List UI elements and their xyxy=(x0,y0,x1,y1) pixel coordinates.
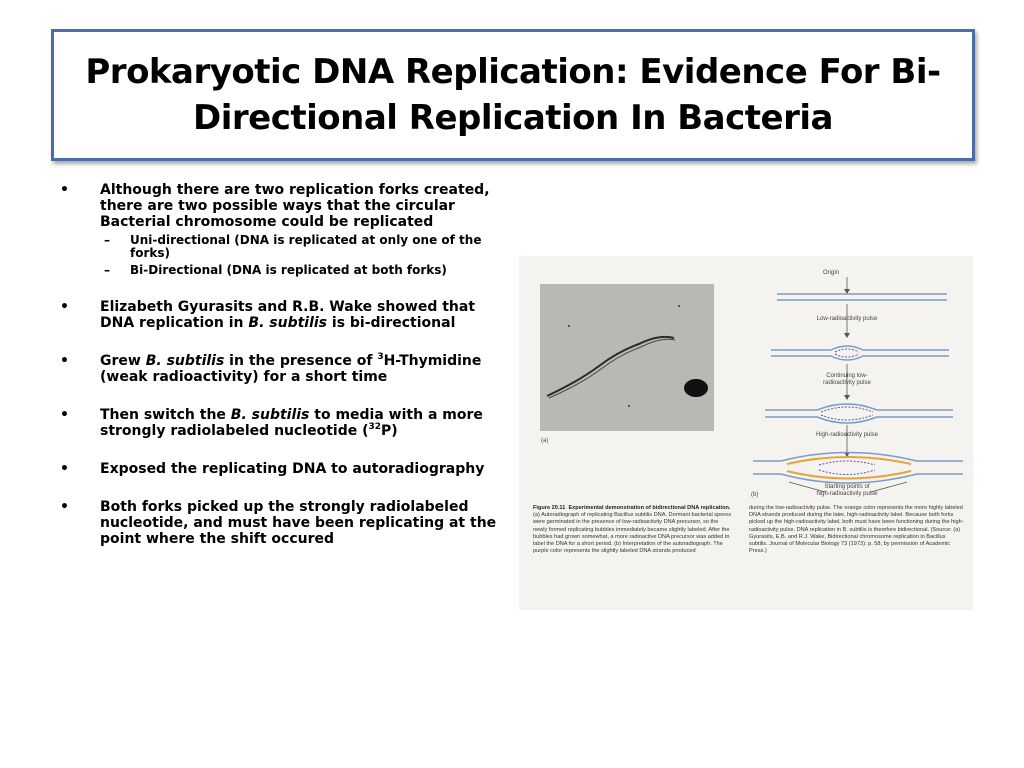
replication-figure xyxy=(519,256,973,610)
species-name: B. subtilis xyxy=(230,407,310,423)
bullet-text: Grew xyxy=(100,353,146,369)
isotope-superscript: 32 xyxy=(368,422,382,432)
caption-left xyxy=(533,505,733,555)
bullet-text: in the presence of xyxy=(224,353,378,369)
sub-bullet-item: – Uni-directional (DNA is replicated at only one of the forks) xyxy=(104,234,500,260)
low-pulse-label: Low-radioactivity pulse xyxy=(816,316,878,322)
bullet-text: Although there are two replication forks created, there are two possible ways that the circular Bacterial chromosome could be replicated xyxy=(100,182,490,230)
bubble-strand-bottom xyxy=(771,356,949,360)
bullet-text: Both forks picked up the strongly radiolabeled nucleotide, and must have been replicating at the point where the shift occured xyxy=(100,499,497,547)
caption-heading: Figure 20.11 xyxy=(533,505,566,511)
bullet-item xyxy=(60,299,500,331)
bubble-strand-top xyxy=(771,346,949,350)
grain-dot xyxy=(568,325,570,327)
bullet-text: Elizabeth Gyurasits and R.B. Wake showed that DNA replication in xyxy=(100,299,476,331)
caption-title: Experimental demonstration of bidirectional DNA replication. xyxy=(568,505,731,511)
high-label-strand xyxy=(787,471,911,479)
grain-dot xyxy=(628,405,630,407)
low-label-strand xyxy=(821,415,873,420)
origin-label: Origin xyxy=(822,270,840,276)
high-pulse-label: High-radioactivity pulse xyxy=(815,432,879,438)
bullet-item xyxy=(60,407,500,439)
low-label-strand xyxy=(819,461,875,465)
bullet-item xyxy=(60,353,500,385)
title-box xyxy=(51,29,975,161)
sub-bullet-item: – Bi-Directional (DNA is replicated at both forks) xyxy=(104,264,500,277)
bullet-text: to media with a more strongly radiolabeled nucleotide ( xyxy=(100,407,483,439)
caption-right xyxy=(749,505,965,555)
panel-b-label: (b) xyxy=(751,492,759,498)
panel-a-label: (a) xyxy=(541,438,549,444)
figure-graphic xyxy=(519,256,973,610)
bubble-strand-bottom xyxy=(765,417,953,423)
high-label-strand xyxy=(787,457,911,464)
low-label-strand xyxy=(835,354,859,357)
bullet-list xyxy=(60,182,500,569)
arrow-head xyxy=(844,333,850,338)
starting-label-1: Starting points of xyxy=(824,484,870,490)
grain-dot xyxy=(678,305,680,307)
caption-text: (a) Autoradiograph of replicating Bacillus subtilis DNA. Dormant bacterial spores were germinated in the presence of low-radioactivity DNA precursor, so the newly formed replicating bubbles immediately became slightly labeled. After the bubbles had grown somewhat, a more radioactive DNA precursor was added to label the DNA for a short period. (b) Interpretation of the autoradiograph. The purple color represents the slightly labeled DNA strands produced xyxy=(533,512,732,555)
bubble-strand-top xyxy=(765,404,953,410)
bullet-item xyxy=(60,182,500,277)
autoradiograph-image xyxy=(540,284,714,431)
bullet-text: Exposed the replicating DNA to autoradiography xyxy=(100,461,485,477)
arrow-head xyxy=(844,395,850,400)
low-label-strand xyxy=(835,349,859,352)
bullet-text: Then switch the xyxy=(100,407,231,423)
species-name: B. subtilis xyxy=(145,353,225,369)
bullet-item xyxy=(60,461,500,477)
caption-text: during the low-radioactivity pulse. The orange color represents the more highly labeled DNA strands produced during the later, high-radioactivity label. Because both forks picked up the high-radioactivity label, both must have been functioning during the high-radioactivity pulse. DNA replication in B. subtilis is therefore bidirectional. (Source: (a) Gyurasits, E.B. and R.J. Wake, Bidirectional chromosome replication in Bacillus subtilis. Journal of Molecular Biology 73 (1973): p. 58, by permission of Academic Press.) xyxy=(749,505,964,555)
low-label-strand xyxy=(819,470,875,475)
low-label-strand xyxy=(821,407,873,412)
bullet-text: P) xyxy=(381,423,398,439)
spore-blob xyxy=(684,379,708,397)
continuing-label-2: radioactivity pulse xyxy=(823,380,871,386)
species-name: B. subtilis xyxy=(248,315,328,331)
bullet-text: H-Thymidine (weak radioactivity) for a short time xyxy=(100,353,482,385)
slide-title: Prokaryotic DNA Replication: Evidence For Bi-Directional Replication In Bacteria xyxy=(85,52,941,138)
isotope-superscript: 3 xyxy=(377,352,384,362)
starting-label-2: high-radioactivity pulse xyxy=(816,491,878,497)
bullet-text: is bi-directional xyxy=(327,315,456,331)
sub-bullet-list xyxy=(104,234,500,277)
continuing-label-1: Continuing low- xyxy=(826,373,868,379)
bullet-item xyxy=(60,499,500,547)
